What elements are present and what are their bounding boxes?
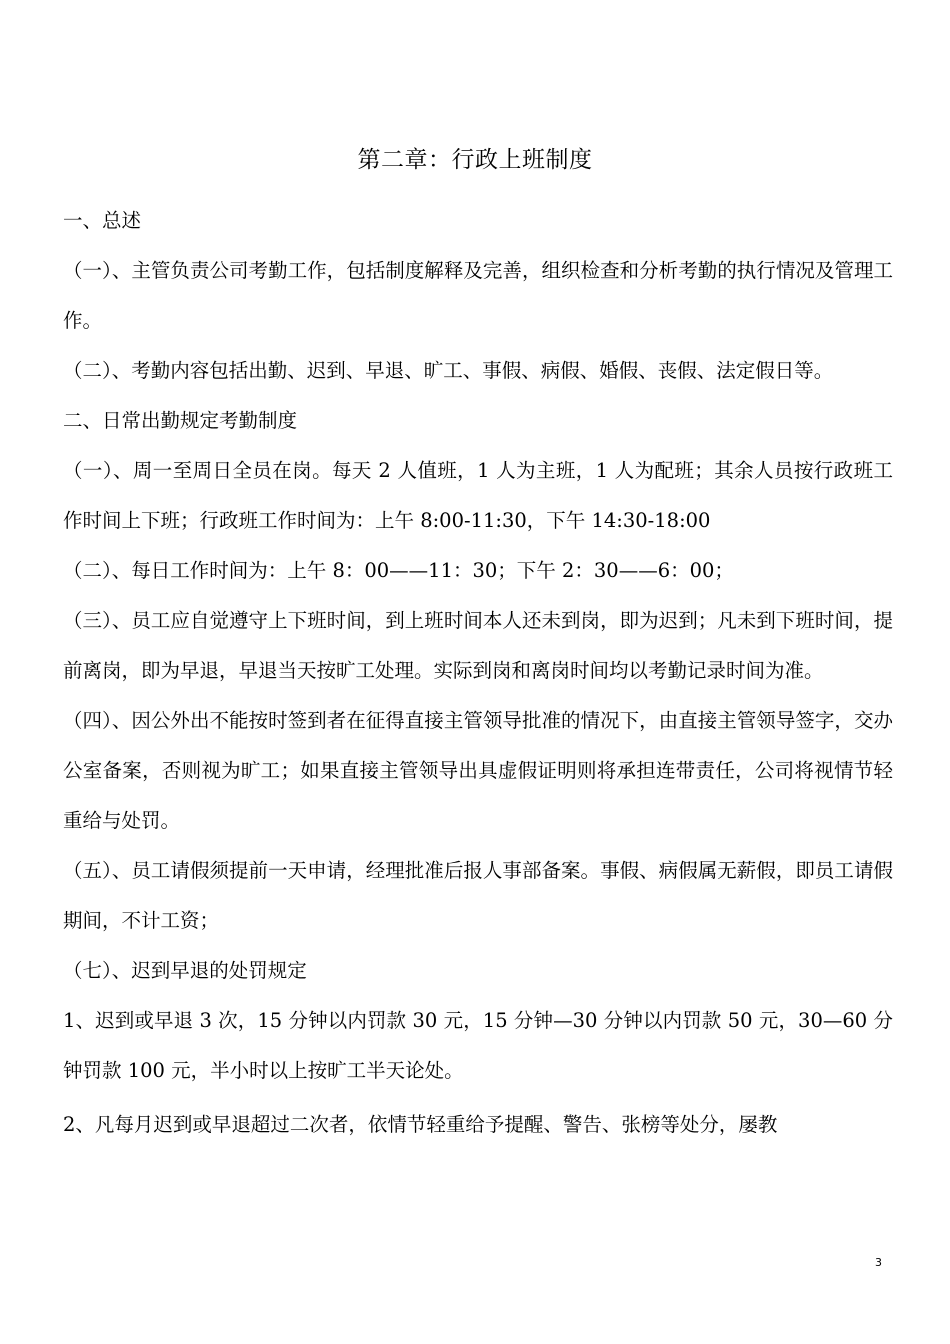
document-body xyxy=(63,196,893,1150)
section-heading-overview: 一、总述 xyxy=(63,209,142,232)
paragraph-overview-2: （二）、考勤内容包括出勤、迟到、早退、旷工、事假、病假、婚假、丧假、法定假日等。 xyxy=(63,359,834,382)
paragraph-attendance-3: （三）、员工应自觉遵守上下班时间，到上班时间本人还未到岗，即为迟到；凡未到下班时间，提前离岗，即为早退，早退当天按旷工处理。实际到岗和离岗时间均以考勤记录时间为准。 xyxy=(63,609,893,682)
section-heading-attendance: 二、日常出勤规定考勤制度 xyxy=(63,409,298,432)
chapter-title: 第二章：行政上班制度 xyxy=(357,147,593,173)
paragraph-attendance-7: （七）、迟到早退的处罚规定 xyxy=(63,959,307,982)
paragraph-attendance-1: （一）、周一至周日全员在岗。每天 2 人值班，1 人为主班，1 人为配班；其余人员按行政班工作时间上下班；行政班工作时间为：上午 8:00-11:30，下午 14:30-18:00 xyxy=(63,459,893,532)
page-number: 3 xyxy=(875,1256,882,1269)
paragraph-attendance-5: （五）、员工请假须提前一天申请，经理批准后报人事部备案。事假、病假属无薪假，即员工请假期间，不计工资； xyxy=(63,859,893,932)
penalty-rule-1: 1、迟到或早退 3 次，15 分钟以内罚款 30 元，15 分钟—30 分钟以内罚款 50 元，30—60 分钟罚款 100 元，半小时以上按旷工半天论处。 xyxy=(63,1009,893,1082)
paragraph-attendance-2: （二）、每日工作时间为：上午 8：00——11：30；下午 2：30——6：00； xyxy=(63,559,734,582)
paragraph-attendance-4: （四）、因公外出不能按时签到者在征得直接主管领导批准的情况下，由直接主管领导签字，交办公室备案，否则视为旷工；如果直接主管领导出具虚假证明则将承担连带责任，公司将视情节轻重给与处罚。 xyxy=(63,709,893,832)
paragraph-overview-1: （一）、主管负责公司考勤工作，包括制度解释及完善，组织检查和分析考勤的执行情况及管理工作。 xyxy=(63,259,893,332)
penalty-rule-2: 2、凡每月迟到或早退超过二次者，依情节轻重给予提醒、警告、张榜等处分，屡教 xyxy=(63,1113,778,1136)
